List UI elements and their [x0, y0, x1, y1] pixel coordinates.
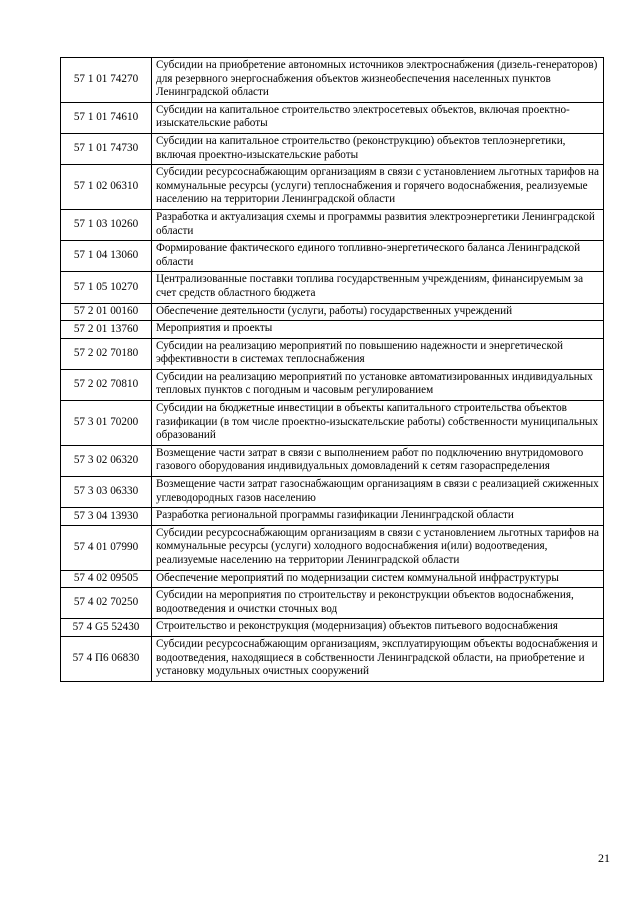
row-description: Субсидии на бюджетные инвестиции в объекты капитального строительства объектов газификации (в том числе проектно-изыскательские работы) собственности муниципальных образований	[152, 401, 604, 446]
table-row	[61, 303, 604, 321]
row-code: 57 1 03 10260	[61, 209, 152, 240]
row-description: Разработка региональной программы газификации Ленинградской области	[152, 508, 604, 526]
row-description: Субсидии на капитальное строительство электросетевых объектов, включая проектно-изыскательские работы	[152, 102, 604, 133]
page-number: 21	[598, 851, 610, 865]
row-description: Субсидии на мероприятия по строительству и реконструкции объектов водоснабжения, водоотведения и очистки сточных вод	[152, 588, 604, 619]
table-row	[61, 525, 604, 570]
row-code: 57 3 04 13930	[61, 508, 152, 526]
row-code: 57 1 01 74730	[61, 133, 152, 164]
table-body	[61, 58, 604, 682]
table-row	[61, 102, 604, 133]
budget-codes-table	[60, 57, 604, 682]
row-description: Мероприятия и проекты	[152, 321, 604, 339]
row-code: 57 2 02 70180	[61, 338, 152, 369]
row-code: 57 3 03 06330	[61, 477, 152, 508]
table-row	[61, 133, 604, 164]
table-row	[61, 508, 604, 526]
row-description: Субсидии ресурсоснабжающим организациям в связи с установлением льготных тарифов на коммунальные ресурсы (услуги) холодного водоснабжения и(или) водоотведения, реализуемые населению на территории Ленинградской области	[152, 525, 604, 570]
row-code: 57 2 01 00160	[61, 303, 152, 321]
table-row	[61, 619, 604, 637]
table-row	[61, 241, 604, 272]
row-code: 57 3 02 06320	[61, 445, 152, 476]
row-code: 57 4 02 70250	[61, 588, 152, 619]
table-row	[61, 588, 604, 619]
table-row	[61, 272, 604, 303]
row-code: 57 2 02 70810	[61, 369, 152, 400]
table-row	[61, 209, 604, 240]
row-code: 57 4 01 07990	[61, 525, 152, 570]
row-description: Субсидии на капитальное строительство (реконструкцию) объектов теплоэнергетики, включая проектно-изыскательские работы	[152, 133, 604, 164]
row-code: 57 4 G5 52430	[61, 619, 152, 637]
table-row	[61, 369, 604, 400]
table-row	[61, 636, 604, 681]
table-row	[61, 477, 604, 508]
row-code: 57 2 01 13760	[61, 321, 152, 339]
row-description: Разработка и актуализация схемы и программы развития электроэнергетики Ленинградской области	[152, 209, 604, 240]
table-row	[61, 321, 604, 339]
row-description: Субсидии ресурсоснабжающим организациям в связи с установлением льготных тарифов на коммунальные ресурсы (услуги) теплоснабжения и горячего водоснабжения, реализуемые населению на территории Ленинградской области	[152, 165, 604, 210]
row-description: Обеспечение мероприятий по модернизации систем коммунальной инфраструктуры	[152, 570, 604, 588]
table-row	[61, 338, 604, 369]
row-code: 57 1 01 74610	[61, 102, 152, 133]
row-code: 57 1 02 06310	[61, 165, 152, 210]
row-code: 57 4 02 09505	[61, 570, 152, 588]
table-row	[61, 570, 604, 588]
row-description: Обеспечение деятельности (услуги, работы) государственных учреждений	[152, 303, 604, 321]
row-description: Строительство и реконструкция (модернизация) объектов питьевого водоснабжения	[152, 619, 604, 637]
row-description: Субсидии на реализацию мероприятий по установке автоматизированных индивидуальных тепловых пунктов с погодным и часовым регулированием	[152, 369, 604, 400]
table-row	[61, 401, 604, 446]
row-description: Субсидии на реализацию мероприятий по повышению надежности и энергетической эффективности в системах теплоснабжения	[152, 338, 604, 369]
row-description: Возмещение части затрат газоснабжающим организациям в связи с реализацией сжиженных углеводородных газов населению	[152, 477, 604, 508]
row-description: Возмещение части затрат в связи с выполнением работ по подключению внутридомового газового оборудования индивидуальных домовладений к сетям газораспределения	[152, 445, 604, 476]
row-description: Субсидии ресурсоснабжающим организациям, эксплуатирующим объекты водоснабжения и водоотведения, находящиеся в собственности Ленинградской области, на приобретение и установку модульных очистных сооружений	[152, 636, 604, 681]
table-row	[61, 165, 604, 210]
row-code: 57 1 01 74270	[61, 58, 152, 103]
row-code: 57 1 05 10270	[61, 272, 152, 303]
row-code: 57 4 П6 06830	[61, 636, 152, 681]
row-code: 57 3 01 70200	[61, 401, 152, 446]
row-description: Централизованные поставки топлива государственным учреждениям, финансируемым за счет средств областного бюджета	[152, 272, 604, 303]
row-code: 57 1 04 13060	[61, 241, 152, 272]
table-row	[61, 445, 604, 476]
table-row	[61, 58, 604, 103]
row-description: Формирование фактического единого топливно-энергетического баланса Ленинградской области	[152, 241, 604, 272]
row-description: Субсидии на приобретение автономных источников электроснабжения (дизель-генераторов) для резервного энергоснабжения объектов жизнеобеспечения населенных пунктов Ленинградской области	[152, 58, 604, 103]
